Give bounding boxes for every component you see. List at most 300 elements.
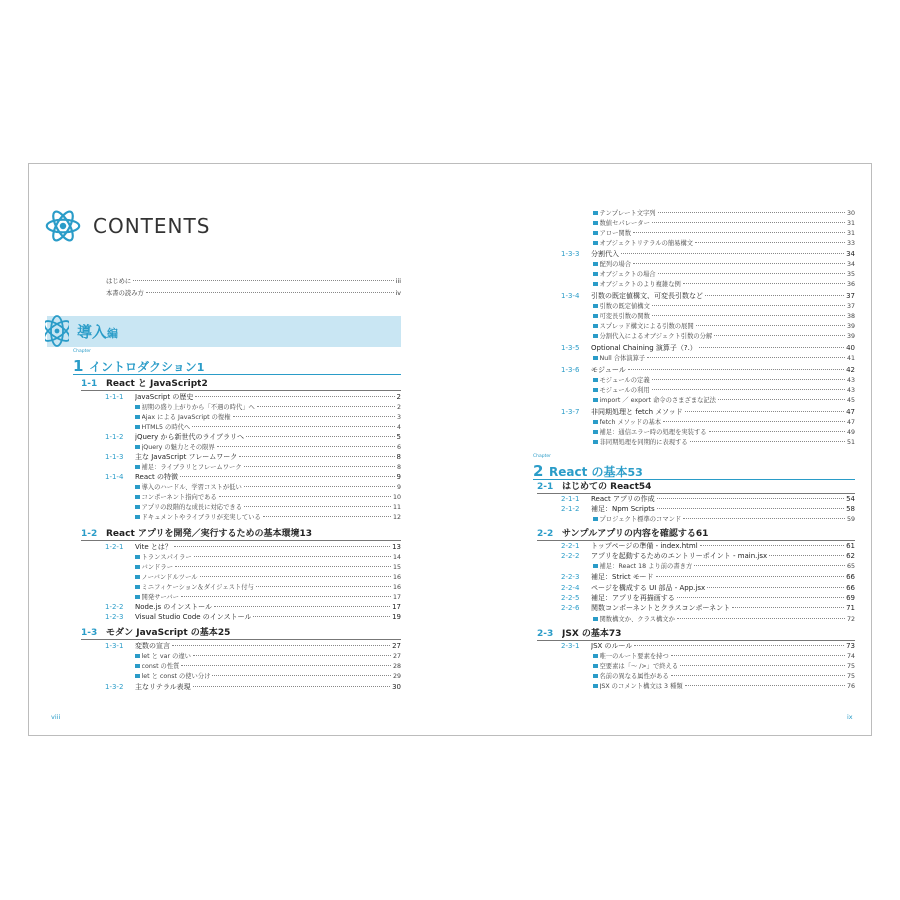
dot-leader bbox=[244, 506, 391, 507]
dot-leader bbox=[714, 335, 845, 336]
entry-title: モジュール bbox=[591, 366, 626, 374]
dot-leader bbox=[180, 476, 395, 477]
toc-subentry[interactable] bbox=[593, 514, 855, 524]
bullet-square-icon bbox=[593, 304, 598, 309]
bullet-square-icon bbox=[593, 617, 598, 622]
entry-title: 数値セパレーター bbox=[599, 220, 650, 227]
toc-chapter[interactable] bbox=[533, 462, 855, 480]
entry-title: React アプリの作成 bbox=[591, 495, 655, 503]
dot-leader bbox=[663, 421, 845, 422]
dot-leader bbox=[633, 232, 845, 233]
entry-number: 1-2-3 bbox=[105, 613, 124, 621]
dot-leader bbox=[256, 586, 391, 587]
entry-page: 31 bbox=[846, 220, 855, 227]
dot-leader bbox=[718, 399, 845, 400]
dot-leader bbox=[652, 315, 845, 316]
entry-page: 69 bbox=[846, 594, 855, 602]
entry-title: let と var の違い bbox=[141, 653, 191, 660]
entry-number: 1-1-1 bbox=[105, 393, 124, 401]
bullet-square-icon bbox=[593, 654, 598, 659]
entry-title: 補足：通信エラー時の処理を実装する bbox=[599, 429, 707, 436]
entry-page: iii bbox=[395, 278, 401, 285]
toc-subentry[interactable] bbox=[135, 482, 401, 492]
entry-number: 1-3-1 bbox=[105, 642, 124, 650]
section-page: 73 bbox=[608, 629, 622, 639]
section-page: 25 bbox=[217, 628, 231, 638]
entry-title: 補足：Strict モード bbox=[591, 573, 654, 581]
entry-page: 39 bbox=[846, 323, 855, 330]
toc-entry[interactable] bbox=[561, 343, 855, 353]
entry-page: 35 bbox=[846, 271, 855, 278]
section-title: JSX の基本 bbox=[562, 629, 609, 639]
dot-leader bbox=[671, 675, 845, 676]
toc-subentry[interactable] bbox=[135, 671, 401, 681]
toc-entry[interactable] bbox=[105, 452, 401, 462]
entry-title: let と const の使い分け bbox=[141, 673, 211, 680]
bullet-square-icon bbox=[593, 231, 598, 236]
dot-leader bbox=[680, 665, 845, 666]
section-title: サンプルアプリの内容を確認する bbox=[562, 529, 696, 539]
dot-leader bbox=[246, 436, 395, 437]
entry-title: 補足：React 18 より前の書き方 bbox=[599, 563, 693, 570]
dot-leader bbox=[634, 645, 844, 646]
toc-subentry[interactable] bbox=[593, 301, 855, 311]
entry-title: オブジェクトのより複雑な例 bbox=[599, 281, 681, 288]
toc-subentry[interactable] bbox=[593, 311, 855, 321]
book-spread bbox=[28, 163, 872, 736]
dot-leader bbox=[652, 389, 845, 390]
entry-title: アプリを起動するためのエントリーポイント - main.jsx bbox=[591, 552, 768, 560]
entry-page: 14 bbox=[392, 554, 401, 561]
bullet-square-icon bbox=[135, 585, 140, 590]
dot-leader bbox=[671, 655, 845, 656]
entry-page: 54 bbox=[846, 495, 855, 503]
bullet-square-icon bbox=[135, 505, 140, 510]
entry-title: オブジェクトの場合 bbox=[599, 271, 656, 278]
entry-page: 38 bbox=[846, 313, 855, 320]
bullet-square-icon bbox=[135, 515, 140, 520]
entry-number: 1-3-6 bbox=[561, 366, 580, 374]
right-page bbox=[451, 164, 873, 735]
toc-subentry[interactable] bbox=[593, 385, 855, 395]
entry-number: 1-3-5 bbox=[561, 344, 580, 352]
entry-title: 本書の読み方 bbox=[106, 290, 144, 297]
entry-page: 47 bbox=[846, 408, 855, 416]
entry-title: 引数の既定値構文 bbox=[599, 303, 650, 310]
toc-entry[interactable] bbox=[105, 641, 401, 651]
dot-leader bbox=[239, 456, 394, 457]
toc-subentry[interactable] bbox=[135, 412, 401, 422]
bullet-square-icon bbox=[135, 555, 140, 560]
bullet-square-icon bbox=[135, 565, 140, 570]
toc-subentry[interactable] bbox=[593, 353, 855, 363]
entry-title: 変数の宣言 bbox=[135, 642, 170, 650]
chapter-title: React の基本 bbox=[549, 465, 628, 479]
dot-leader bbox=[219, 496, 391, 497]
section-number: 1-3 bbox=[81, 628, 98, 638]
bullet-square-icon bbox=[593, 440, 598, 445]
toc-subentry[interactable] bbox=[593, 681, 855, 691]
toc-entry[interactable] bbox=[561, 551, 855, 561]
toc-subentry[interactable] bbox=[593, 614, 855, 624]
entry-number: 2-2-4 bbox=[561, 584, 580, 592]
chapter-title: イントロダクション bbox=[89, 360, 197, 374]
entry-title: はじめに bbox=[106, 278, 132, 285]
entry-number: 2-1-2 bbox=[561, 505, 580, 513]
entry-page: 19 bbox=[392, 613, 401, 621]
entry-title: 非同期処理を同期的に表現する bbox=[599, 439, 688, 446]
entry-page: 42 bbox=[846, 366, 855, 374]
entry-page: 43 bbox=[846, 387, 855, 394]
entry-title: Ajax による JavaScript の復権 bbox=[141, 414, 231, 421]
entry-page: 2 bbox=[396, 404, 401, 411]
entry-page: 41 bbox=[846, 355, 855, 362]
dot-leader bbox=[217, 446, 395, 447]
dot-leader bbox=[253, 616, 390, 617]
section-number: 1-1 bbox=[81, 379, 98, 389]
dot-leader bbox=[685, 411, 844, 412]
toc-chapter[interactable] bbox=[73, 357, 401, 375]
bullet-square-icon bbox=[593, 282, 598, 287]
dot-leader bbox=[181, 596, 391, 597]
section-page: 13 bbox=[299, 529, 313, 539]
toc-subentry[interactable] bbox=[593, 427, 855, 437]
toc-entry[interactable] bbox=[561, 583, 855, 593]
toc-subentry[interactable] bbox=[593, 331, 855, 341]
dot-leader bbox=[647, 357, 845, 358]
entry-page: 34 bbox=[846, 261, 855, 268]
toc-subentry[interactable] bbox=[593, 269, 855, 279]
entry-page: 30 bbox=[392, 683, 401, 691]
left-page bbox=[29, 164, 451, 735]
bullet-square-icon bbox=[135, 674, 140, 679]
toc-subentry[interactable] bbox=[593, 208, 855, 218]
toc-subentry[interactable] bbox=[135, 651, 401, 661]
toc-entry[interactable] bbox=[105, 472, 401, 482]
toc-subentry[interactable] bbox=[593, 561, 855, 571]
atom-icon bbox=[45, 313, 69, 349]
entry-page: 15 bbox=[392, 564, 401, 571]
part-title-main: 導入 bbox=[77, 323, 108, 341]
toc-subentry[interactable] bbox=[135, 492, 401, 502]
toc-entry[interactable] bbox=[561, 603, 855, 613]
entry-page: 27 bbox=[392, 653, 401, 660]
entry-title: バンドラー bbox=[141, 564, 173, 571]
entry-title: 可変長引数の関数 bbox=[599, 313, 650, 320]
toc-subentry[interactable] bbox=[135, 572, 401, 582]
bullet-square-icon bbox=[593, 221, 598, 226]
entry-number: 1-3-7 bbox=[561, 408, 580, 416]
entry-page: 4 bbox=[396, 424, 401, 431]
entry-page: 75 bbox=[846, 673, 855, 680]
entry-title: 関数構文か、クラス構文か bbox=[599, 616, 675, 623]
dot-leader bbox=[694, 565, 845, 566]
bullet-square-icon bbox=[135, 654, 140, 659]
section-page: 61 bbox=[695, 529, 709, 539]
entry-title: Null 合体演算子 bbox=[599, 355, 646, 362]
toc-entry[interactable] bbox=[561, 541, 855, 551]
toc-subentry[interactable] bbox=[593, 417, 855, 427]
dot-leader bbox=[683, 518, 845, 519]
entry-number: 2-2-6 bbox=[561, 604, 580, 612]
entry-page: 17 bbox=[392, 603, 401, 611]
chapter-page: 53 bbox=[627, 466, 643, 479]
entry-page: 37 bbox=[846, 303, 855, 310]
toc-section[interactable] bbox=[537, 479, 855, 494]
entry-page: 5 bbox=[396, 433, 401, 441]
toc-subentry[interactable] bbox=[593, 321, 855, 331]
entry-title: 主なリテラル表現 bbox=[135, 683, 191, 691]
dot-leader bbox=[174, 546, 390, 547]
entry-title: アプリの段階的な成長に対応できる bbox=[141, 504, 242, 511]
dot-leader bbox=[732, 607, 844, 608]
entry-title: JSX のルール bbox=[591, 642, 633, 650]
section-number: 2-2 bbox=[537, 529, 554, 539]
entry-number: 1-2-2 bbox=[105, 603, 124, 611]
entry-page: 65 bbox=[846, 563, 855, 570]
section-page: 2 bbox=[201, 379, 208, 389]
toc-entry[interactable] bbox=[561, 572, 855, 582]
toc-subentry[interactable] bbox=[135, 422, 401, 432]
entry-title: 唯一のルート要素を持つ bbox=[599, 653, 669, 660]
bullet-square-icon bbox=[135, 595, 140, 600]
bullet-square-icon bbox=[135, 425, 140, 430]
toc-entry-front-matter[interactable] bbox=[106, 276, 401, 286]
toc-subentry[interactable] bbox=[135, 592, 401, 602]
entry-title: jQuery の魅力とその限界 bbox=[141, 444, 215, 451]
dot-leader bbox=[194, 556, 391, 557]
bullet-square-icon bbox=[593, 324, 598, 329]
entry-title: JSX のコメント構文は 3 種類 bbox=[599, 683, 683, 690]
bullet-square-icon bbox=[593, 430, 598, 435]
entry-title: 初期の盛り上がりから「不遇の時代」へ bbox=[141, 404, 255, 411]
entry-page: 36 bbox=[846, 281, 855, 288]
entry-title: ノーバンドルツール bbox=[141, 574, 198, 581]
toc-entry[interactable] bbox=[561, 494, 855, 504]
chapter-number: 2 bbox=[533, 462, 544, 480]
entry-page: 47 bbox=[846, 419, 855, 426]
toc-entry-front-matter[interactable] bbox=[106, 288, 401, 298]
toc-entry[interactable] bbox=[105, 602, 401, 612]
entry-title: 補足：ライブラリとフレームワーク bbox=[141, 464, 242, 471]
entry-number: 2-3-1 bbox=[561, 642, 580, 650]
dot-leader bbox=[193, 655, 391, 656]
toc-section[interactable] bbox=[81, 526, 401, 541]
dot-leader bbox=[690, 441, 845, 442]
entry-title: モジュールの利用 bbox=[599, 387, 650, 394]
toc-entry[interactable] bbox=[561, 365, 855, 375]
dot-leader bbox=[652, 305, 845, 306]
toc-subentry[interactable] bbox=[593, 279, 855, 289]
bullet-square-icon bbox=[593, 420, 598, 425]
dot-leader bbox=[699, 347, 844, 348]
section-number: 1-2 bbox=[81, 529, 98, 539]
entry-page: 2 bbox=[396, 393, 401, 401]
toc-subentry[interactable] bbox=[593, 228, 855, 238]
entry-number: 1-1-4 bbox=[105, 473, 124, 481]
entry-page: 37 bbox=[846, 292, 855, 300]
dot-leader bbox=[244, 466, 395, 467]
toc-section[interactable] bbox=[537, 626, 855, 641]
entry-title: スプレッド構文による引数の展開 bbox=[599, 323, 694, 330]
bullet-square-icon bbox=[593, 388, 598, 393]
entry-page: 75 bbox=[846, 663, 855, 670]
entry-page: 8 bbox=[396, 453, 401, 461]
entry-page: 34 bbox=[846, 250, 855, 258]
bullet-square-icon bbox=[135, 445, 140, 450]
toc-entry[interactable] bbox=[105, 612, 401, 622]
entry-number: 2-2-5 bbox=[561, 594, 580, 602]
bullet-square-icon bbox=[135, 485, 140, 490]
entry-page: 28 bbox=[392, 663, 401, 670]
dot-leader bbox=[146, 292, 394, 293]
toc-subentry[interactable] bbox=[135, 661, 401, 671]
entry-page: 61 bbox=[846, 542, 855, 550]
section-page: 54 bbox=[638, 482, 652, 492]
entry-number: 2-2-1 bbox=[561, 542, 580, 550]
dot-leader bbox=[685, 685, 845, 686]
toc-entry[interactable] bbox=[105, 392, 401, 402]
entry-page: 58 bbox=[846, 505, 855, 513]
folio-left: viii bbox=[51, 713, 61, 721]
entry-title: モジュールの定義 bbox=[599, 377, 650, 384]
entry-number: 1-2-1 bbox=[105, 543, 124, 551]
toc-section[interactable] bbox=[81, 625, 401, 640]
toc-subentry[interactable] bbox=[593, 395, 855, 405]
entry-title: HTML5 の時代へ bbox=[141, 424, 191, 431]
dot-leader bbox=[193, 686, 390, 687]
toc-subentry[interactable] bbox=[593, 375, 855, 385]
bullet-square-icon bbox=[135, 664, 140, 669]
toc-entry[interactable] bbox=[105, 432, 401, 442]
entry-title: 配列の場合 bbox=[599, 261, 631, 268]
entry-page: 11 bbox=[392, 504, 401, 511]
toc-entry[interactable] bbox=[561, 593, 855, 603]
entry-page: 45 bbox=[846, 397, 855, 404]
entry-page: 30 bbox=[846, 210, 855, 217]
entry-title: import ／ export 命令のさまざまな記法 bbox=[599, 397, 716, 404]
toc-subentry[interactable] bbox=[593, 218, 855, 228]
entry-number: 1-3-3 bbox=[561, 250, 580, 258]
bullet-square-icon bbox=[593, 262, 598, 267]
entry-page: 74 bbox=[846, 653, 855, 660]
dot-leader bbox=[233, 416, 395, 417]
part-band bbox=[47, 316, 401, 347]
contents-title: CONTENTS bbox=[93, 214, 211, 238]
toc-subentry[interactable] bbox=[135, 512, 401, 522]
entry-title: React の特徴 bbox=[135, 473, 178, 481]
toc-subentry[interactable] bbox=[135, 442, 401, 452]
bullet-square-icon bbox=[593, 674, 598, 679]
dot-leader bbox=[769, 555, 844, 556]
toc-section[interactable] bbox=[537, 526, 855, 541]
entry-title: ミニフィケーション＆ダイジェスト付与 bbox=[141, 584, 254, 591]
bullet-square-icon bbox=[593, 398, 598, 403]
toc-entry[interactable] bbox=[561, 504, 855, 514]
entry-title: 引数の既定値構文、可変長引数など bbox=[591, 292, 703, 300]
toc-subentry[interactable] bbox=[135, 562, 401, 572]
entry-page: 39 bbox=[846, 333, 855, 340]
entry-title: 主な JavaScript フレームワーク bbox=[135, 453, 238, 461]
entry-page: 59 bbox=[846, 516, 855, 523]
toc-subentry[interactable] bbox=[593, 661, 855, 671]
dot-leader bbox=[695, 242, 845, 243]
dot-leader bbox=[707, 587, 844, 588]
toc-subentry[interactable] bbox=[135, 582, 401, 592]
dot-leader bbox=[172, 645, 390, 646]
entry-number: 2-1-1 bbox=[561, 495, 580, 503]
toc-subentry[interactable] bbox=[135, 502, 401, 512]
entry-number: 2-2-3 bbox=[561, 573, 580, 581]
entry-page: 8 bbox=[396, 464, 401, 471]
entry-page: 6 bbox=[396, 444, 401, 451]
toc-subentry[interactable] bbox=[593, 651, 855, 661]
toc-entry[interactable] bbox=[105, 542, 401, 552]
toc-subentry[interactable] bbox=[593, 259, 855, 269]
dot-leader bbox=[658, 273, 845, 274]
toc-entry[interactable] bbox=[105, 682, 401, 692]
dot-leader bbox=[652, 222, 845, 223]
section-title: モダン JavaScript の基本 bbox=[106, 628, 218, 638]
part-title bbox=[77, 321, 118, 342]
entry-number: 1-3-2 bbox=[105, 683, 124, 691]
dot-leader bbox=[195, 396, 394, 397]
entry-title: トランスパイラー bbox=[141, 554, 192, 561]
entry-page: 10 bbox=[392, 494, 401, 501]
dot-leader bbox=[658, 212, 845, 213]
entry-page: 73 bbox=[846, 642, 855, 650]
entry-page: 17 bbox=[392, 594, 401, 601]
entry-title: オブジェクトリテラルの簡易構文 bbox=[599, 240, 694, 247]
entry-page: 9 bbox=[396, 473, 401, 481]
toc-subentry[interactable] bbox=[135, 462, 401, 472]
entry-title: 分割代入 bbox=[591, 250, 619, 258]
entry-title: ドキュメントやライブラリが充実している bbox=[141, 514, 261, 521]
bullet-square-icon bbox=[135, 405, 140, 410]
chapter-label: Chapter bbox=[73, 349, 91, 354]
entry-page: 33 bbox=[846, 240, 855, 247]
dot-leader bbox=[181, 665, 391, 666]
toc-subentry[interactable] bbox=[593, 671, 855, 681]
entry-number: 1-3-4 bbox=[561, 292, 580, 300]
dot-leader bbox=[696, 325, 845, 326]
entry-title: 非同期処理と fetch メソッド bbox=[591, 408, 683, 416]
entry-title: トップページの準備 - index.html bbox=[591, 542, 698, 550]
toc-entry[interactable] bbox=[561, 291, 855, 301]
dot-leader bbox=[652, 379, 845, 380]
entry-page: 16 bbox=[392, 574, 401, 581]
entry-title: jQuery から新世代のライブラリへ bbox=[135, 433, 245, 441]
toc-subentry[interactable] bbox=[593, 238, 855, 248]
toc-subentry[interactable] bbox=[135, 552, 401, 562]
toc-subentry[interactable] bbox=[135, 402, 401, 412]
toc-entry[interactable] bbox=[561, 641, 855, 651]
dot-leader bbox=[244, 486, 395, 487]
entry-page: 66 bbox=[846, 573, 855, 581]
dot-leader bbox=[200, 576, 391, 577]
toc-section[interactable] bbox=[81, 376, 401, 391]
bullet-square-icon bbox=[593, 241, 598, 246]
entry-title: 分割代入によるオブジェクト引数の分解 bbox=[599, 333, 713, 340]
toc-subentry[interactable] bbox=[593, 437, 855, 447]
entry-title: アロー関数 bbox=[599, 230, 631, 237]
bullet-square-icon bbox=[593, 564, 598, 569]
entry-title: テンプレート文字列 bbox=[599, 210, 656, 217]
chapter-label: Chapter bbox=[533, 454, 551, 459]
toc-entry[interactable] bbox=[561, 249, 855, 259]
toc-entry[interactable] bbox=[561, 407, 855, 417]
dot-leader bbox=[212, 675, 391, 676]
